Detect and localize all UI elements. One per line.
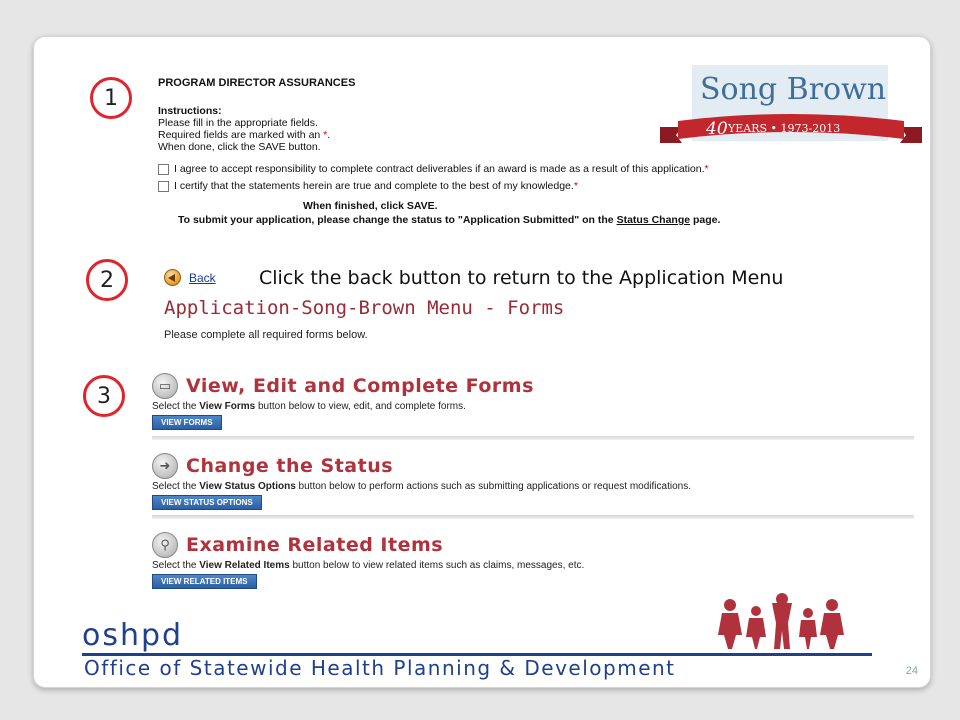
section-related-items xyxy=(152,532,914,589)
desc-bold: View Forms xyxy=(199,401,256,412)
section-title: Change the Status xyxy=(186,455,394,477)
back-control[interactable] xyxy=(164,269,216,286)
checkbox[interactable] xyxy=(158,181,169,192)
required-asterisk: * xyxy=(704,163,709,175)
step-marker-3: 3 xyxy=(83,375,125,417)
section-change-status xyxy=(152,453,914,510)
desc-suffix: button below to perform actions such as submitting applications or request modifications. xyxy=(295,481,691,492)
assurances-title: PROGRAM DIRECTOR ASSURANCES xyxy=(158,77,356,89)
back-callout: Click the back button to return to the Application Menu xyxy=(259,267,784,289)
checkbox-row-responsibility[interactable] xyxy=(158,163,858,175)
step-marker-2: 2 xyxy=(86,259,128,301)
logo-graphic xyxy=(660,63,922,153)
required-asterisk: * xyxy=(573,180,578,192)
logo-banner-text: YEARS • 1973-2013 xyxy=(728,122,841,135)
oshpd-footer xyxy=(82,593,878,685)
desc-bold: View Related Items xyxy=(199,560,290,571)
desc-suffix: button below to view related items such as claims, messages, etc. xyxy=(289,560,585,571)
family-figures-icon xyxy=(718,593,844,649)
song-brown-logo xyxy=(660,63,922,153)
checkbox-label: I certify that the statements herein are true and complete to the best of my knowledge. xyxy=(174,180,574,192)
slide xyxy=(33,36,931,688)
checkbox-label: I agree to accept responsibility to complete contract deliverables if an award is made as a result of this application. xyxy=(174,163,705,175)
section-title: Examine Related Items xyxy=(186,534,444,556)
view-related-items-button[interactable]: VIEW RELATED ITEMS xyxy=(152,574,257,589)
logo-number: 40 xyxy=(706,119,728,139)
desc-prefix: Select the xyxy=(152,481,200,492)
section-description xyxy=(152,481,914,492)
finished-line: When finished, click SAVE. xyxy=(303,200,438,212)
view-forms-button[interactable]: VIEW FORMS xyxy=(152,415,222,430)
desc-prefix: Select the xyxy=(152,401,200,412)
logo-text: Song Brown xyxy=(700,72,887,107)
section-description xyxy=(152,560,914,571)
section-description xyxy=(152,401,914,412)
desc-suffix: button below to view, edit, and complete forms. xyxy=(255,401,466,412)
back-arrow-icon[interactable] xyxy=(164,269,181,286)
arrow-right-icon: ➜ xyxy=(152,453,178,479)
oshpd-abbr: oshpd xyxy=(82,618,184,653)
desc-prefix: Select the xyxy=(152,560,200,571)
instruction-period: . xyxy=(327,129,331,141)
section-divider xyxy=(152,436,914,440)
section-view-forms xyxy=(152,373,914,430)
page-number: 24 xyxy=(905,665,918,677)
view-status-options-button[interactable]: VIEW STATUS OPTIONS xyxy=(152,495,262,510)
submit-line xyxy=(178,214,858,226)
oshpd-logo xyxy=(82,593,878,685)
document-icon: ▭ xyxy=(152,373,178,399)
oshpd-name: Office of Statewide Health Planning & Development xyxy=(84,656,676,680)
magnifier-icon: ⚲ xyxy=(152,532,178,558)
back-link[interactable]: Back xyxy=(189,270,216,285)
submit-text: To submit your application, please change the status to "Application Submitted" on the xyxy=(178,214,617,226)
menu-subtitle: Please complete all required forms below. xyxy=(164,329,368,341)
checkbox[interactable] xyxy=(158,164,169,175)
desc-bold: View Status Options xyxy=(199,481,296,492)
required-asterisk: * xyxy=(323,129,328,141)
menu-title: Application-Song-Brown Menu - Forms xyxy=(164,297,565,319)
instructions-heading: Instructions: xyxy=(158,105,222,117)
checkbox-row-certify[interactable] xyxy=(158,180,858,192)
instruction-text: Required fields are marked with an xyxy=(158,129,324,141)
section-title: View, Edit and Complete Forms xyxy=(186,375,534,397)
instruction-line: When done, click the SAVE button. xyxy=(158,141,321,153)
submit-suffix: page. xyxy=(690,214,721,226)
instruction-line: Please fill in the appropriate fields. xyxy=(158,117,318,129)
status-change-link[interactable]: Status Change xyxy=(616,214,691,226)
step-marker-1: 1 xyxy=(90,77,132,119)
finish-instructions xyxy=(158,200,858,226)
section-divider xyxy=(152,515,914,519)
